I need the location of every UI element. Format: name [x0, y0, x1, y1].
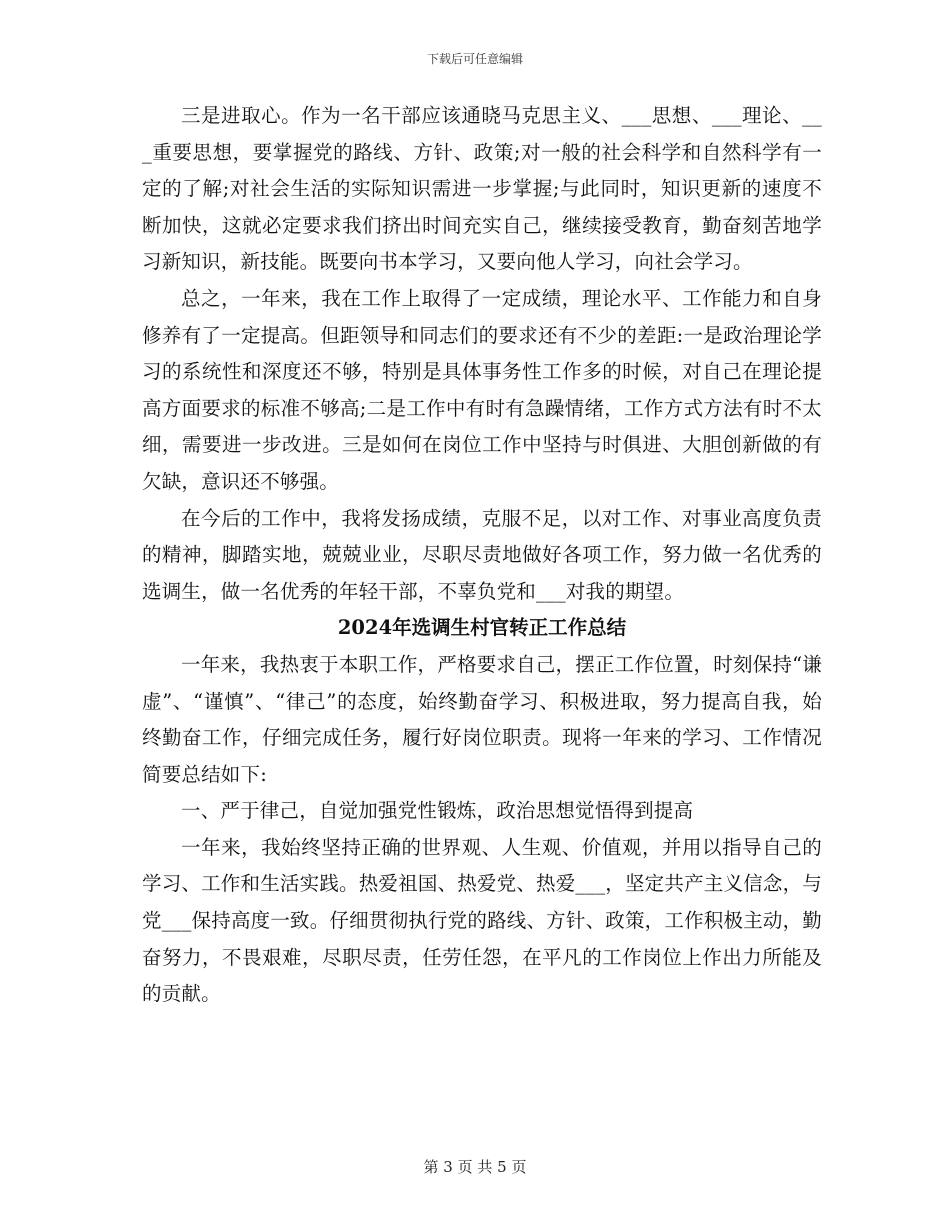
paragraph-political-thought: 一年来，我始终坚持正确的世界观、人生观、价值观，并用以指导自己的学习、工作和生活实践。热爱祖国、热爱党、热爱___，坚定共产主义信念，与党___保持高度一致。仔细贯彻执行党的路线、方针、政策，工作积极主动，勤奋努力，不畏艰难，尽职尽责，任劳任怨，在平凡的工作岗位上作出力所能及的贡献。	[142, 835, 822, 1006]
paragraph-heading-one: 一、严于律己，自觉加强党性锻炼，政治思想觉悟得到提高	[181, 799, 694, 823]
page-header: 下载后可任意编辑	[426, 52, 523, 66]
paragraph-summary-shortcomings: 总之，一年来，我在工作上取得了一定成绩，理论水平、工作能力和自身修养有了一定提高。但距领导和同志们的要求还有不少的差距:一是政治理论学习的系统性和深度还不够，特别是具体事务性工作多的时候，对自己在理论提高方面要求的标准不够高;二是工作中有时有急躁情绪，工作方式方法有时不太细，需要进一步改进。三是如何在岗位工作中坚持与时俱进、大胆创新做的有欠缺，意识还不够强。	[142, 286, 822, 493]
paragraph-future-work: 在今后的工作中，我将发扬成绩，克服不足，以对工作、对事业高度负责的精神，脚踏实地，兢兢业业，尽职尽责地做好各项工作，努力做一名优秀的选调生，做一名优秀的年轻干部，不辜负党和___对我的期望。	[142, 506, 822, 603]
paragraph-intro: 一年来，我热衷于本职工作，严格要求自己，摆正工作位置，时刻保持“谦虚”、“谨慎”、“律己”的态度，始终勤奋学习、积极进取，努力提高自我，始终勤奋工作，仔细完成任务，履行好岗位职责。现将一年来的学习、工作情况简要总结如下:	[142, 652, 822, 786]
document-body	[142, 98, 822, 1013]
page-footer: 第 3 页 共 5 页	[423, 1158, 527, 1176]
section-title: 2024年选调生村官转正工作总结	[337, 616, 627, 640]
paragraph-progressive-spirit: 三是进取心。作为一名干部应该通晓马克思主义、___思想、___理论、___重要思想，要掌握党的路线、方针、政策;对一般的社会科学和自然科学有一定的了解;对社会生活的实际知识需进一步掌握;与此同时，知识更新的速度不断加快，这就必定要求我们挤出时间充实自己，继续接受教育，勤奋刻苦地学习新知识，新技能。既要向书本学习，又要向他人学习，向社会学习。	[142, 104, 822, 274]
